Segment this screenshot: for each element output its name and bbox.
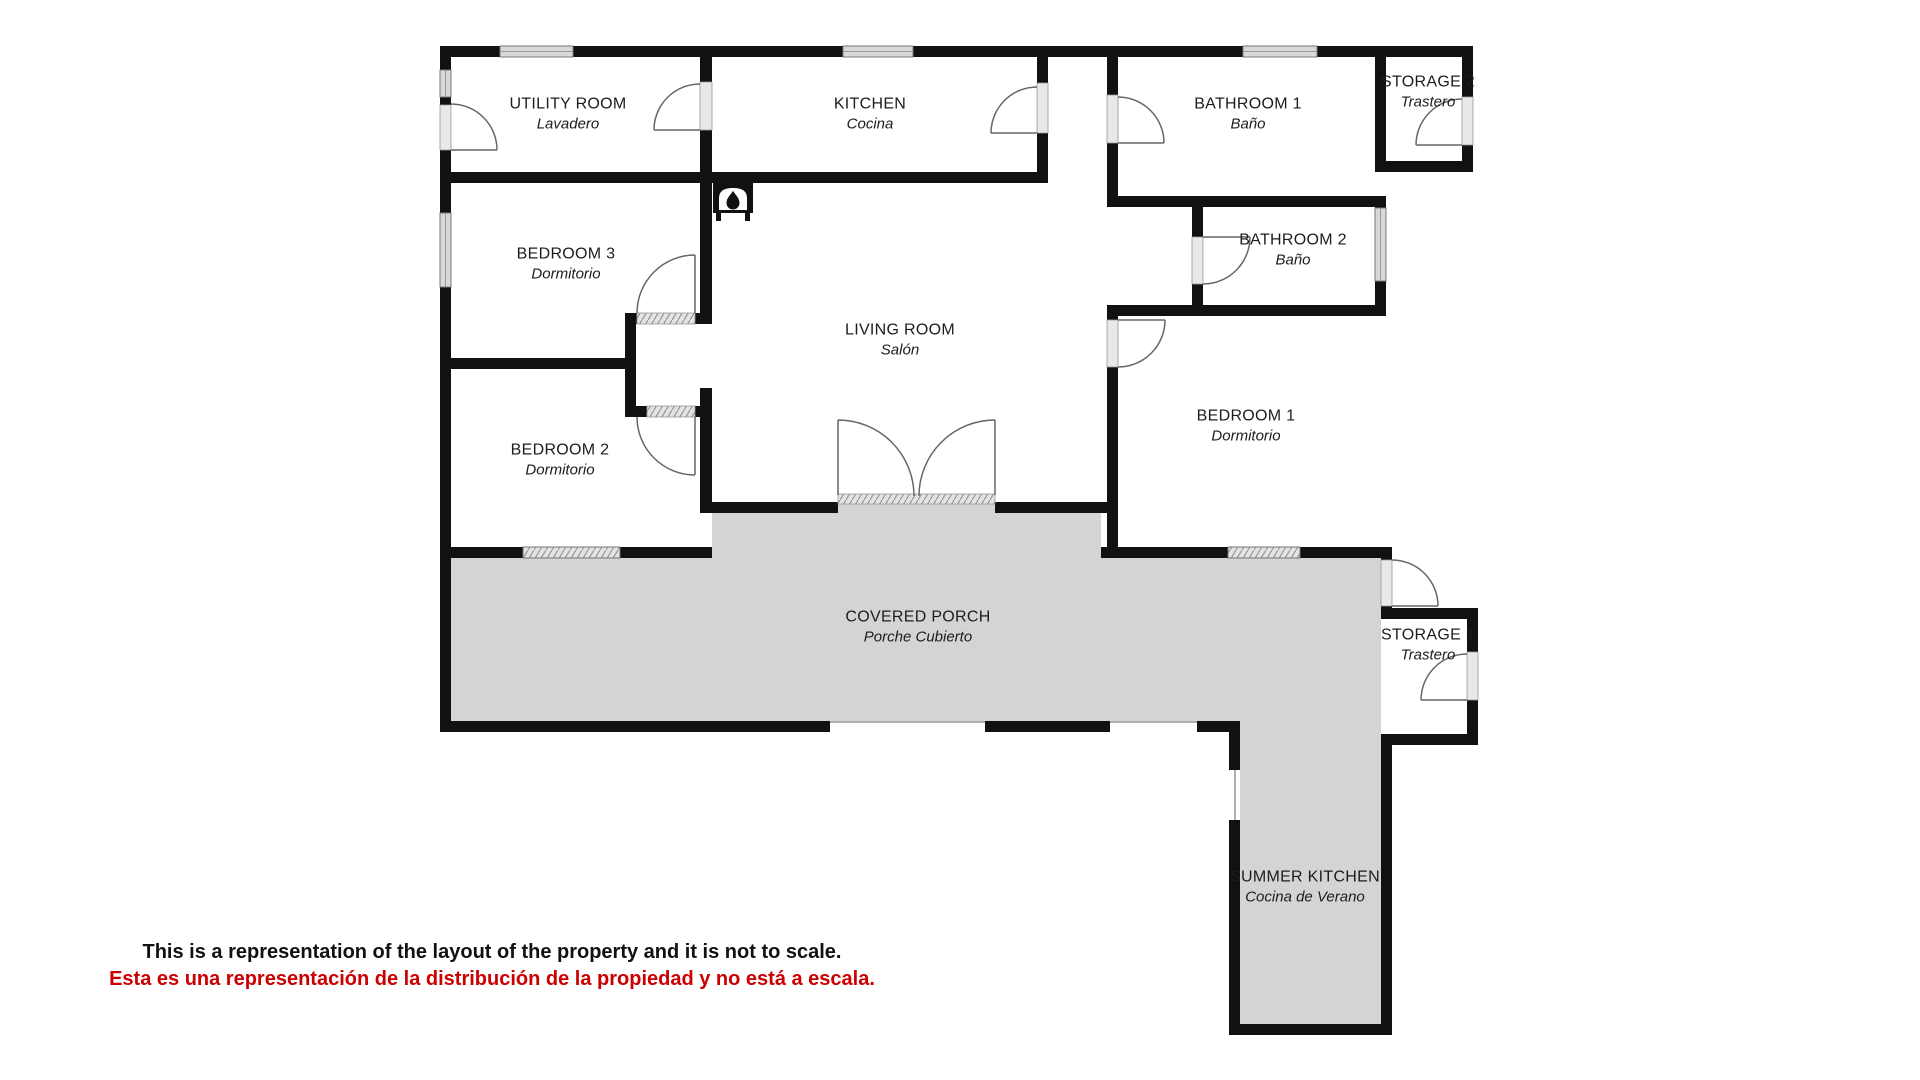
room-label-kitchen	[834, 94, 906, 135]
door-bathroom-1	[1118, 97, 1164, 143]
room-name-en: STORAGE 2	[1381, 73, 1475, 91]
disclaimer-spanish: Esta es una representación de la distribución de la propiedad y no está a escala.	[109, 968, 875, 990]
wall	[1381, 608, 1478, 619]
door-sill	[838, 494, 995, 504]
room-name-es: Cocina	[846, 115, 894, 133]
wall	[440, 97, 451, 105]
wall	[440, 287, 451, 732]
wall	[1381, 547, 1392, 560]
room-name-es: Dormitorio	[1211, 427, 1281, 445]
wall	[1229, 1024, 1392, 1035]
room-label-bedroom-2	[511, 440, 610, 481]
door-bedroom-3	[637, 255, 695, 313]
door-sill	[637, 313, 695, 324]
wall	[985, 721, 1110, 732]
wall	[620, 547, 712, 558]
wall	[700, 130, 712, 172]
wall	[440, 547, 523, 558]
room-label-bathroom-2	[1239, 230, 1347, 271]
wood-stove-icon	[710, 176, 756, 221]
door-jamb	[1192, 237, 1203, 284]
room-name-en: BEDROOM 3	[516, 245, 616, 263]
room-label-utility-room	[509, 94, 626, 135]
room-label-living-room	[845, 320, 955, 361]
room-name-en: LIVING ROOM	[845, 321, 955, 339]
room-name-es: Cocina de Verano	[1245, 888, 1365, 906]
wall	[1375, 196, 1386, 208]
room-name-es: Dormitorio	[525, 461, 595, 479]
wall	[1192, 207, 1203, 237]
room-label-bedroom-1	[1197, 406, 1296, 447]
wall	[625, 313, 637, 324]
wall	[700, 46, 712, 82]
room-name-en: BEDROOM 2	[510, 441, 610, 459]
wall	[1381, 734, 1478, 745]
wall	[700, 388, 712, 513]
porch-edge-lines	[830, 722, 1235, 820]
door-living-room-french	[838, 420, 995, 496]
door-utility-interior	[654, 84, 700, 130]
wall	[440, 358, 636, 369]
wall	[440, 721, 830, 732]
room-name-en: COVERED PORCH	[845, 608, 991, 626]
room-name-en: BEDROOM 1	[1196, 407, 1296, 425]
room-label-summer-kitchen	[1230, 867, 1380, 908]
wall	[1317, 46, 1473, 57]
wall	[1037, 46, 1048, 83]
room-name-es: Salón	[880, 341, 920, 359]
door-jamb	[700, 82, 712, 130]
room-name-es: Trastero	[1400, 646, 1456, 664]
door-bedroom-1	[1118, 320, 1165, 367]
wall	[1107, 196, 1386, 207]
room-label-bathroom-1	[1194, 94, 1302, 135]
window	[1228, 547, 1300, 558]
wall	[1107, 305, 1118, 320]
door-kitchen	[991, 87, 1037, 133]
disclaimer-english: This is a representation of the layout of the property and it is not to scale.	[142, 941, 842, 963]
room-name-en: KITCHEN	[833, 95, 907, 113]
wall	[1229, 721, 1240, 770]
room-name-en: SUMMER KITCHEN	[1230, 868, 1380, 886]
wall	[1300, 547, 1386, 558]
room-label-bedroom-3	[517, 244, 616, 285]
wall	[1381, 745, 1392, 1035]
door-jamb	[1107, 95, 1118, 143]
door-jamb	[440, 105, 451, 150]
door-jamb	[1037, 83, 1048, 133]
wall	[1375, 161, 1473, 172]
room-name-es: Lavadero	[536, 115, 600, 133]
wall	[995, 502, 1118, 513]
wall	[1107, 367, 1118, 558]
door-jamb	[1381, 560, 1392, 606]
wall	[636, 406, 647, 417]
room-name-en: STORAGE 1	[1381, 626, 1475, 644]
door-porch-exterior	[1392, 560, 1438, 606]
wall	[1037, 133, 1048, 172]
wall	[695, 313, 712, 324]
door-sill	[647, 406, 695, 417]
wall	[913, 46, 1243, 57]
room-label-storage-2	[1381, 72, 1475, 113]
window	[523, 547, 620, 558]
wall	[1229, 820, 1240, 1035]
wall	[1101, 547, 1228, 558]
wall	[440, 46, 451, 70]
room-name-es: Baño	[1230, 115, 1266, 133]
room-name-es: Trastero	[1400, 93, 1456, 111]
door-bedroom-2	[637, 417, 695, 475]
wall	[700, 502, 838, 513]
wall	[625, 313, 636, 417]
wall	[1107, 46, 1118, 95]
room-label-storage-1	[1381, 625, 1475, 666]
room-name-es: Porche Cubierto	[863, 628, 973, 646]
disclaimer	[109, 939, 875, 993]
room-name-es: Dormitorio	[531, 265, 601, 283]
wall	[1107, 305, 1386, 316]
door-utility-exterior	[451, 104, 497, 150]
room-name-en: UTILITY ROOM	[509, 95, 627, 113]
wall	[700, 172, 712, 324]
room-name-en: BATHROOM 1	[1194, 95, 1302, 113]
door-jamb	[1107, 320, 1118, 367]
room-label-covered-porch	[845, 607, 990, 648]
room-name-es: Baño	[1275, 251, 1311, 269]
wall	[1462, 145, 1473, 172]
room-name-en: BATHROOM 2	[1239, 231, 1347, 249]
